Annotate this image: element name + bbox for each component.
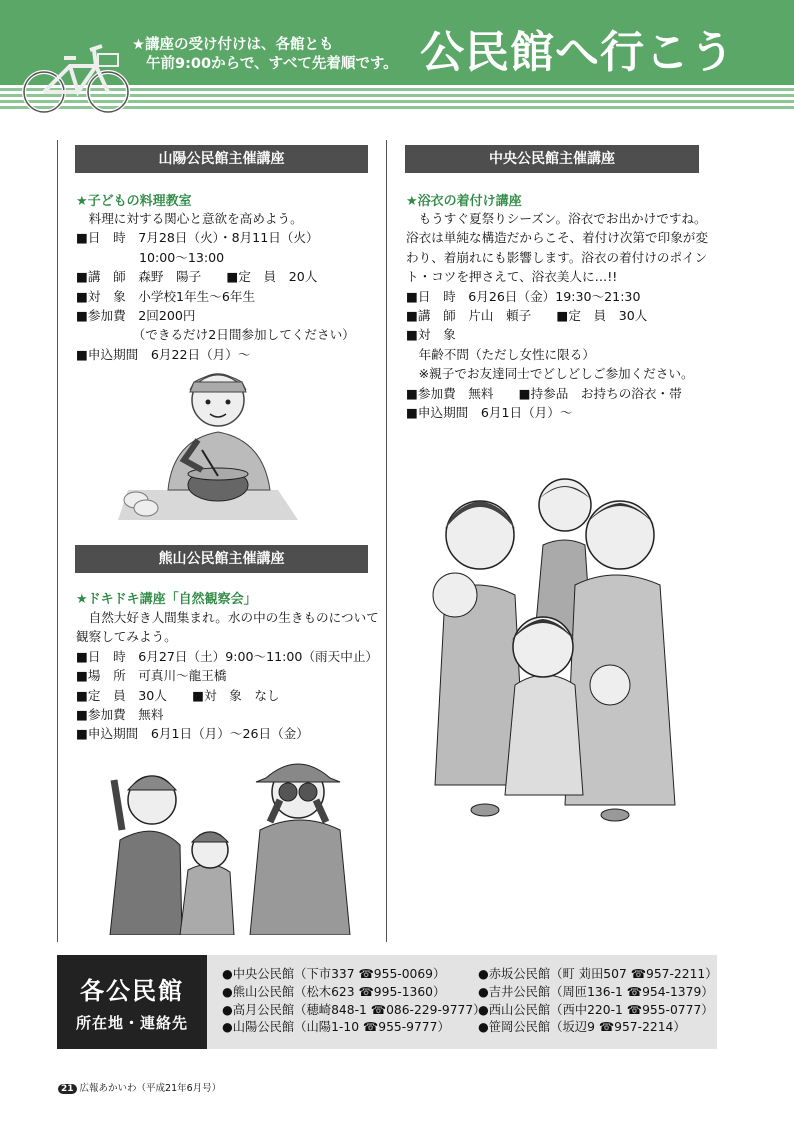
section-banner-chuo: 中央公民館主催講座	[405, 145, 699, 173]
course-details-yukata	[406, 209, 708, 422]
page-number: 21	[58, 1084, 77, 1094]
detail-line: 観察してみよう。	[76, 629, 177, 645]
course-details-cooking	[76, 209, 355, 364]
detail-line: ■講 師 片山 頼子 ■定 員 30人	[406, 308, 648, 324]
contact-item: ●山陽公民館（山陽1-10 ☎955-9777）	[222, 1020, 450, 1035]
detail-line: ■定 員 30人 ■対 象 なし	[76, 687, 280, 703]
footer-label	[57, 955, 207, 1049]
notice-text	[132, 36, 398, 74]
contact-item: ●吉井公民館（周匝136-1 ☎954-1379）	[478, 984, 714, 999]
detail-line: 10:00〜13:00	[76, 249, 225, 265]
course-details-nature	[76, 608, 379, 744]
contact-item: ●熊山公民館（松木623 ☎995-1360）	[222, 984, 446, 999]
course-title-cooking: ★子どもの料理教室	[76, 194, 192, 209]
column-rule	[57, 140, 58, 942]
page-footer	[58, 1080, 221, 1094]
hikers-illustration	[100, 750, 370, 935]
detail-line: ■申込期間 6月1日（月）〜26日（金）	[76, 726, 309, 742]
course-title-yukata: ★浴衣の着付け講座	[406, 194, 522, 209]
detail-line: もうすぐ夏祭りシーズン。浴衣でお出かけですね。	[406, 211, 707, 226]
footer-label-main: 各公民館	[80, 977, 184, 1005]
page-title: 公民館へ行こう	[420, 27, 735, 78]
detail-line: （できるだけ2日間参加してください）	[76, 327, 355, 343]
detail-line: ■参加費 2回200円	[76, 308, 196, 324]
contact-item: ●中央公民館（下市337 ☎955-0069）	[222, 967, 446, 981]
detail-line: 自然大好き人間集まれ。水の中の生きものについて	[76, 610, 379, 625]
detail-line: ■参加費 無料	[76, 707, 164, 723]
notice-line: 午前9:00からで、すべて先着順です。	[146, 56, 398, 72]
detail-line: ※親子でお友達同士でどしどしご参加ください。	[406, 366, 694, 382]
section-banner-kumayama: 熊山公民館主催講座	[75, 545, 368, 573]
section-banner-sanyo: 山陽公民館主催講座	[75, 145, 368, 173]
footer-contacts-left	[222, 966, 485, 1037]
contact-item: ●高月公民館（穂崎848-1 ☎086-229-9777）	[222, 1002, 486, 1017]
detail-line: ■対 象 小学校1年生〜6年生	[76, 288, 256, 304]
detail-line: 浴衣は単純な構造だからこそ、着付け次第で印象が変	[406, 230, 708, 246]
bicycle-icon	[20, 36, 132, 116]
detail-line: ■申込期間 6月1日（月）〜	[406, 405, 573, 421]
detail-line: ト・コツを押さえて、浴衣美人に…!!	[406, 269, 618, 285]
cooking-child-illustration	[118, 360, 308, 525]
detail-line: ■場 所 可真川〜龍王橋	[76, 668, 227, 684]
detail-line: ■対 象	[406, 327, 456, 343]
contact-item: ●笹岡公民館（坂辺9 ☎957-2214）	[478, 1020, 686, 1035]
column-divider	[386, 140, 387, 942]
yukata-family-illustration	[425, 465, 695, 825]
notice-line: ★講座の受け付けは、各館とも	[132, 37, 334, 53]
detail-line: ■日 時 6月26日（金）19:30〜21:30	[406, 288, 641, 304]
course-title-nature: ★ドキドキ講座「自然観察会」	[76, 592, 257, 607]
contact-item: ●赤坂公民館（町 苅田507 ☎957-2211）	[478, 967, 718, 981]
footer-contacts-right	[478, 966, 718, 1037]
footer-label-sub: 所在地・連絡先	[75, 1014, 188, 1032]
publication-name: 広報あかいわ（平成21年6月号）	[79, 1083, 222, 1094]
detail-line: 料理に対する関心と意欲を高めよう。	[76, 211, 303, 226]
detail-line: ■日 時 7月28日（火）・8月11日（火）	[76, 230, 319, 246]
detail-line: ■参加費 無料 ■持参品 お持ちの浴衣・帯	[406, 385, 682, 401]
detail-line: 年齢不問（ただし女性に限る）	[406, 346, 595, 362]
detail-line: ■講 師 森野 陽子 ■定 員 20人	[76, 269, 318, 285]
detail-line: ■日 時 6月27日（土）9:00〜11:00（雨天中止）	[76, 648, 379, 664]
contact-item: ●西山公民館（西中220-1 ☎955-0777）	[478, 1002, 714, 1017]
detail-line: ■申込期間 6月22日（月）〜	[76, 346, 251, 362]
detail-line: わり、着崩れにも影響します。浴衣の着付けのポイン	[406, 249, 708, 265]
